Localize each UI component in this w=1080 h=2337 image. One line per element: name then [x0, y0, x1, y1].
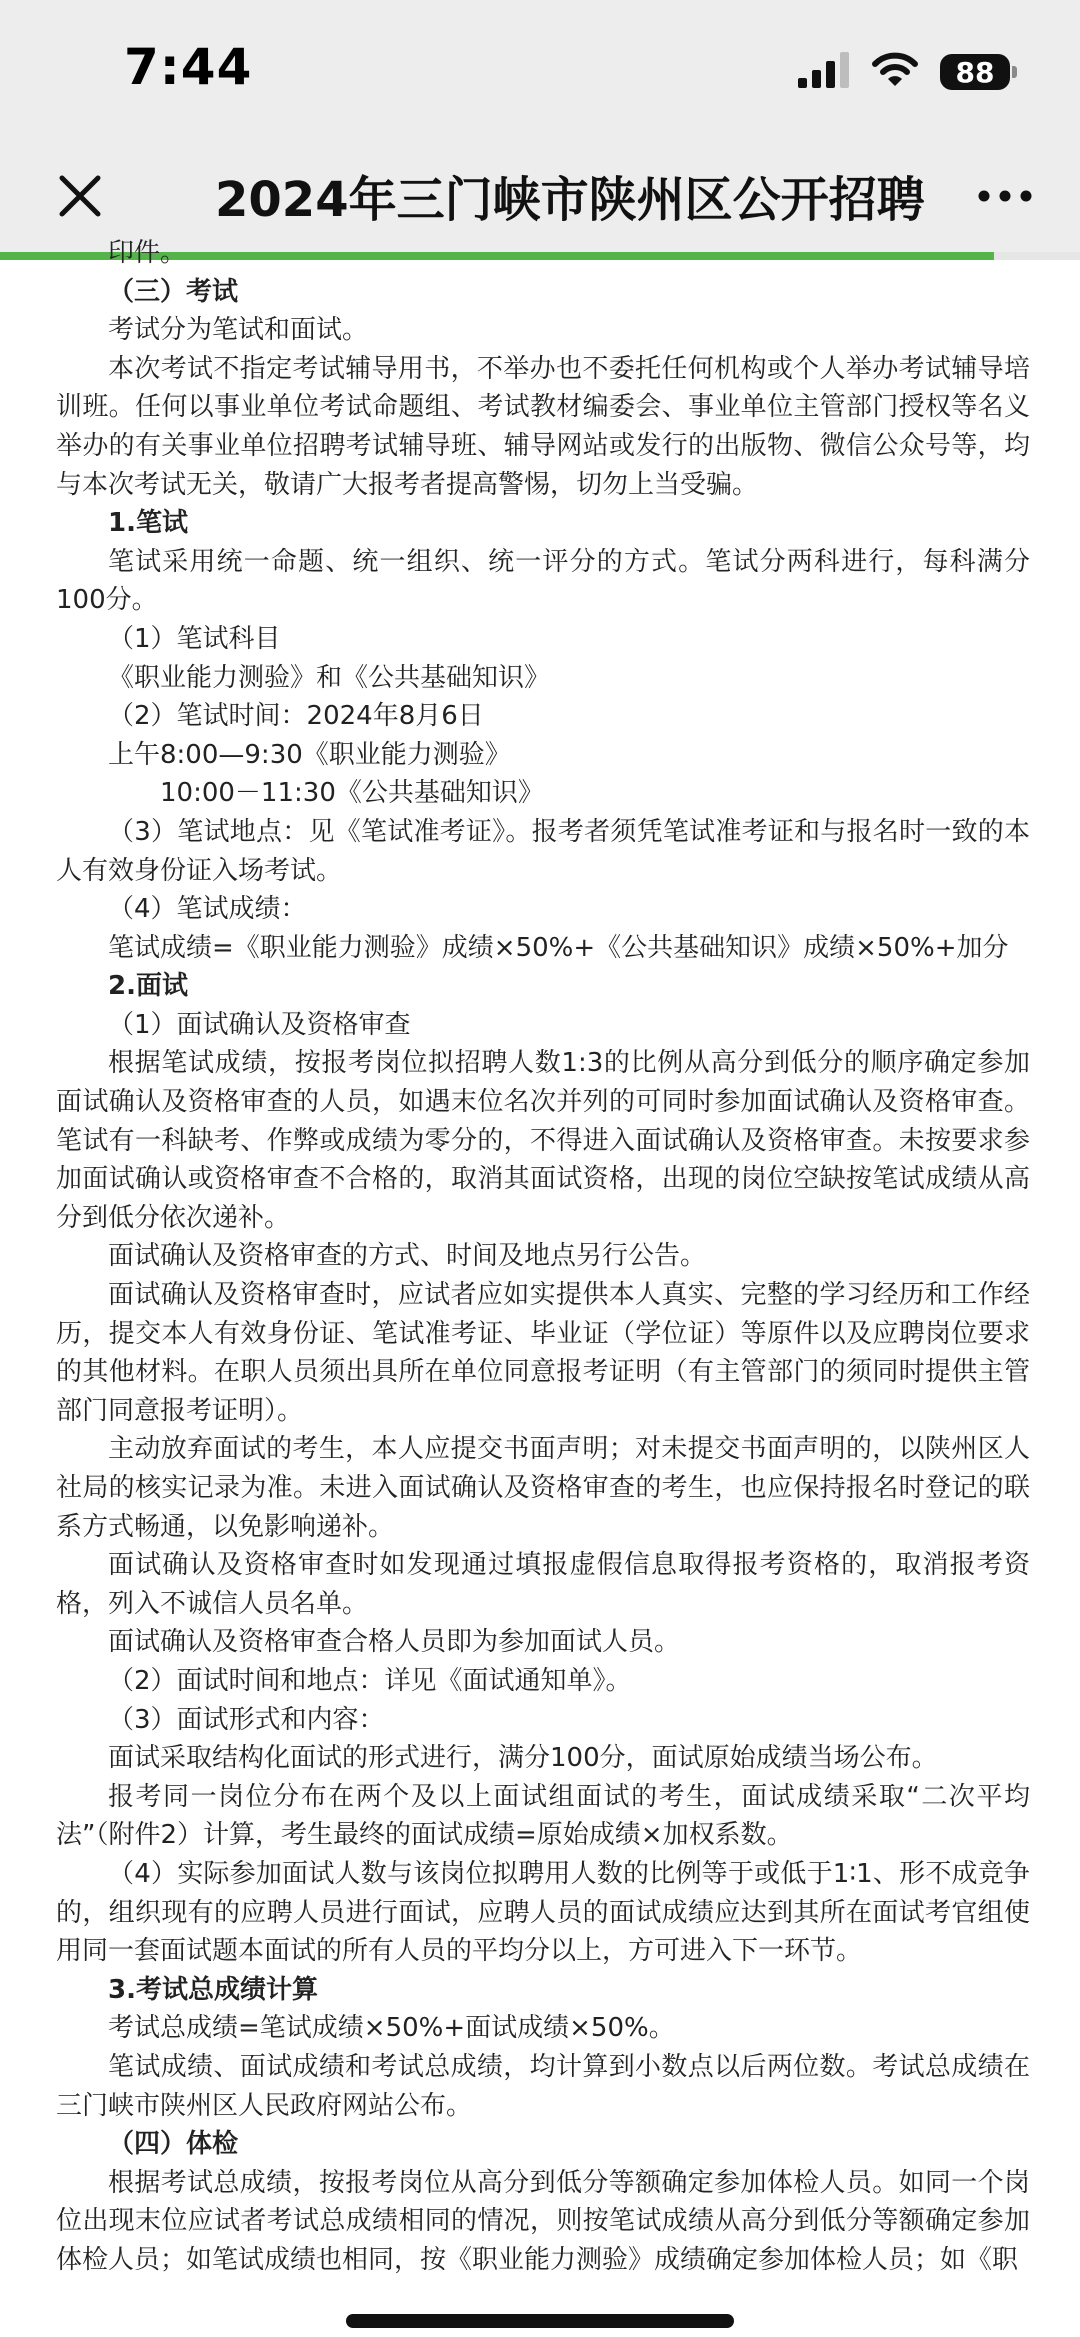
paragraph: （2）面试时间和地点：详见《面试通知单》。 [108, 1665, 632, 1696]
section-heading: 2.面试 [108, 971, 188, 1002]
section-heading: 1.笔试 [108, 508, 188, 539]
signal-icon [798, 52, 850, 92]
section-heading: （三）考试 [108, 276, 239, 307]
paragraph: 笔试成绩、面试成绩和考试总成绩，均计算到小数点以后两位数。考试总成绩在三门峡市陕州区人民政府网站公布。 [56, 2051, 1030, 2121]
paragraph: 笔试成绩=《职业能力测验》成绩×50%+《公共基础知识》成绩×50%+加分 [108, 932, 1009, 963]
page-title: 2024年三门峡市陕州区公开招聘 [215, 172, 925, 228]
paragraph: （3）笔试地点：见《笔试准考证》。报考者须凭笔试准考证和与报名时一致的本人有效身份证入场考试。 [56, 816, 1030, 886]
paragraph: 面试确认及资格审查时如发现通过填报虚假信息取得报考资格的，取消报考资格，列入不诚信人员名单。 [56, 1550, 1030, 1619]
more-button[interactable] [970, 164, 1040, 228]
status-bar [0, 0, 1080, 150]
wifi-icon [872, 52, 918, 92]
section-heading: （四）体检 [108, 2129, 239, 2160]
paragraph: 面试确认及资格审查的方式、时间及地点另行公告。 [108, 1241, 707, 1272]
paragraph: （4）笔试成绩： [108, 894, 307, 925]
paragraph: （1）面试确认及资格审查 [108, 1009, 411, 1040]
paragraph: （2）笔试时间：2024年8月6日 [108, 701, 484, 732]
paragraph: 面试采取结构化面试的形式进行，满分100分，面试原始成绩当场公布。 [108, 1743, 938, 1774]
paragraph: （4）实际参加面试人数与该岗位拟聘用人数的比例等于或低于1∶1、形不成竞争的，组织现有的应聘人员进行面试，应聘人员的面试成绩应达到其所在面试考官组使用同一套面试题本面试的所有人员的平均分以上，方可进入下一环节。 [56, 1858, 1030, 1967]
close-icon [56, 172, 104, 220]
paragraph: 10:00－11:30《公共基础知识》 [160, 778, 544, 809]
status-time: 7:44 [124, 38, 253, 96]
paragraph: 报考同一岗位分布在两个及以上面试组面试的考生，面试成绩采取“二次平均法”（附件2）计算，考生最终的面试成绩=原始成绩×加权系数。 [56, 1781, 1030, 1851]
section-heading: 3.考试总成绩计算 [108, 1974, 318, 2005]
paragraph: 考试总成绩=笔试成绩×50%+面试成绩×50%。 [108, 2013, 675, 2044]
status-icons [798, 50, 1010, 94]
paragraph: 《职业能力测验》和《公共基础知识》 [108, 662, 551, 693]
paragraph: 面试确认及资格审查合格人员即为参加面试人员。 [108, 1627, 681, 1658]
paragraph: 面试确认及资格审查时，应试者应如实提供本人真实、完整的学习经历和工作经历，提交本人有效身份证、笔试准考证、毕业证（学位证）等原件以及应聘岗位要求的其他材料。在职人员须出具所在单位同意报考证明（有主管部门的须同时提供主管部门同意报考证明）。 [56, 1280, 1030, 1426]
paragraph: 考试分为笔试和面试。 [108, 315, 369, 346]
home-indicator[interactable] [346, 2314, 734, 2328]
paragraph: 印件。 [108, 238, 187, 268]
paragraph: 根据笔试成绩，按报考岗位拟招聘人数1:3的比例从高分到低分的顺序确定参加面试确认及资格审查的人员，如遇末位名次并列的可同时参加面试确认及资格审查。笔试有一科缺考、作弊或成绩为零分的，不得进入面试确认及资格审查。未按要求参加面试确认或资格审查不合格的，取消其面试资格，出现的岗位空缺按笔试成绩从高分到低分依次递补。 [56, 1048, 1030, 1233]
article-viewport[interactable] [0, 238, 1080, 2337]
paragraph: 上午8:00—9:30《职业能力测验》 [108, 739, 511, 770]
more-icon [977, 189, 1033, 203]
battery-icon [940, 54, 1010, 90]
paragraph: 主动放弃面试的考生，本人应提交书面声明；对未提交书面声明的，以陕州区人社局的核实记录为准。未进入面试确认及资格审查的考生，也应保持报名时登记的联系方式畅通，以免影响递补。 [56, 1434, 1030, 1542]
close-button[interactable] [48, 164, 112, 228]
paragraph: （3）面试形式和内容： [108, 1704, 385, 1735]
article-body [56, 234, 1030, 2279]
battery-level: 88 [955, 55, 995, 89]
paragraph: 笔试采用统一命题、统一组织、统一评分的方式。笔试分两科进行，每科满分100分。 [56, 546, 1030, 616]
paragraph: 根据考试总成绩，按报考岗位从高分到低分等额确定参加体检人员。如同一个岗位出现末位应试者考试总成绩相同的情况，则按笔试成绩从高分到低分等额确定参加体检人员；如笔试成绩也相同，按《职业能力测验》成绩确定参加体检人员；如《职 [56, 2167, 1030, 2275]
paragraph: 本次考试不指定考试辅导用书，不举办也不委托任何机构或个人举办考试辅导培训班。任何以事业单位考试命题组、考试教材编委会、事业单位主管部门授权等名义举办的有关事业单位招聘考试辅导班、辅导网站或发行的出版物、微信公众号等，均与本次考试无关，敬请广大报考者提高警惕，切勿上当受骗。 [56, 353, 1030, 500]
paragraph: （1）笔试科目 [108, 623, 281, 654]
